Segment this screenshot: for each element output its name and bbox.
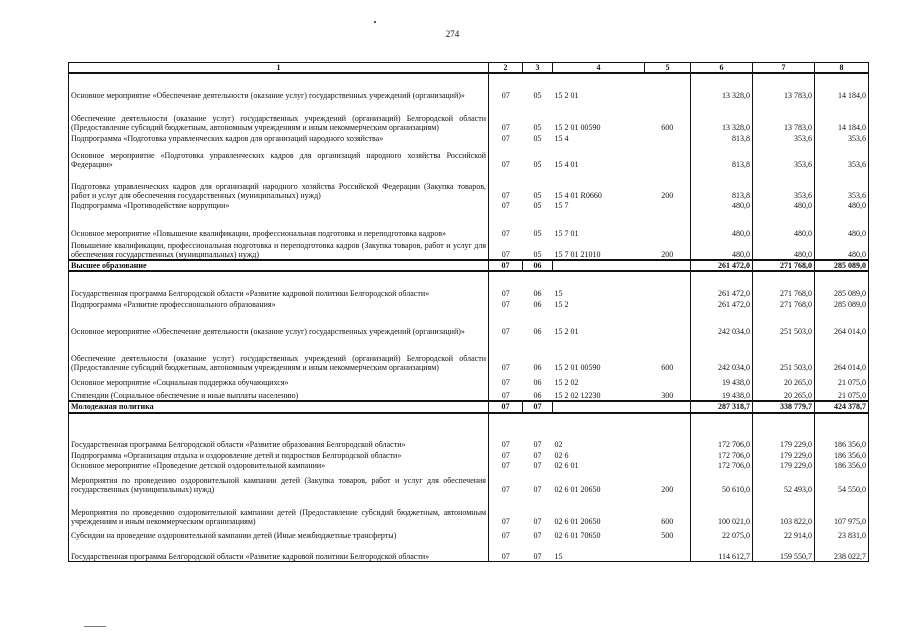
row-v6-cell: 480,0 (691, 210, 753, 238)
row-c2-cell: 07 (501, 91, 510, 100)
row-c2-cell: 07 (501, 378, 510, 388)
row-name-cell: Основное мероприятие «Обеспечение деятельности (оказание услуг) государственных учреждений (организаций)» (69, 309, 489, 336)
row-v8-cell: 54 550,0 (815, 471, 869, 495)
row-v8-cell: 353,6 (815, 132, 869, 143)
row-c3-cell: 06 (533, 327, 542, 337)
row-v6-cell: 480,0 (691, 200, 753, 210)
row-name-cell: Субсидии на проведение оздоровительной кампании детей (Иные межбюджетные трансферты) (69, 527, 489, 541)
row-v7-cell: 159 550,7 (753, 541, 815, 562)
row-v7-cell: 353,6 (753, 143, 815, 169)
row-name-cell: Стипендии (Социальное обеспечение и иные выплаты населению) (69, 387, 489, 401)
table-row (69, 387, 869, 401)
row-c5-cell (645, 210, 691, 238)
row-v7-cell: 353,6 (753, 169, 815, 200)
row-c2-cell: 07 (501, 229, 510, 238)
row-v7-cell: 13 783,0 (753, 100, 815, 132)
row-v7-cell: 353,6 (753, 132, 815, 143)
row-v8-cell: 14 184,0 (815, 100, 869, 132)
row-c3-cell: 07 (533, 451, 542, 461)
row-name-cell: Высшее образование (69, 260, 489, 271)
row-name-cell: Подготовка управленческих кадров для организаций народного хозяйства Российской Федерации (Закупка товаров, работ и услуг для обеспечения государственных (муниципальных) нужд) (69, 169, 489, 200)
row-v6-cell: 13 328,0 (691, 100, 753, 132)
row-c5-cell (645, 298, 691, 309)
row-v7-cell: 271 768,0 (753, 260, 815, 271)
row-c2-cell: 07 (489, 401, 523, 412)
row-c5-cell (645, 200, 691, 210)
row-v8-cell: 21 075,0 (815, 372, 869, 387)
table-row (69, 238, 869, 260)
row-name-cell: Обеспечение деятельности (оказание услуг) государственных учреждений (организаций) Белгородской области (Предоставление субсидий бюджетным, автономным учреждениям и иным некоммерческим организациям) (69, 336, 489, 372)
row-c4-cell: 02 6 (554, 451, 569, 461)
row-v6-cell: 813,8 (691, 132, 753, 143)
row-c4-cell: 15 4 01 (554, 160, 579, 169)
row-v6-cell: 19 438,0 (691, 372, 753, 387)
row-c2-cell: 07 (501, 440, 510, 450)
table-row (69, 450, 869, 461)
row-v8-cell: 186 356,0 (815, 413, 869, 450)
table-row (69, 541, 869, 562)
row-c5-cell (645, 260, 691, 271)
row-v6-cell: 172 706,0 (691, 450, 753, 461)
column-header: 8 (815, 63, 869, 74)
row-name-cell: Молодежная политика (69, 401, 489, 412)
row-v6-cell: 19 438,0 (691, 387, 753, 401)
row-name-cell: Основное мероприятие «Социальная поддержка обучающихся» (69, 372, 489, 387)
scan-speck (374, 21, 376, 23)
row-c2-cell: 07 (501, 531, 510, 541)
row-v6-cell: 100 021,0 (691, 495, 753, 527)
column-header: 2 (489, 63, 523, 74)
row-c5-cell (645, 450, 691, 461)
row-c3-cell: 05 (533, 123, 542, 132)
row-v7-cell: 480,0 (753, 238, 815, 260)
row-c3-cell: 06 (533, 391, 542, 401)
column-header: 1 (69, 63, 489, 74)
row-v8-cell: 107 975,0 (815, 495, 869, 527)
row-c3-cell: 07 (523, 541, 553, 562)
table-row (69, 100, 869, 132)
row-v7-cell: 179 229,0 (753, 413, 815, 450)
row-c2-cell: 07 (489, 541, 523, 562)
row-c4-cell: 15 2 01 00590 (554, 123, 601, 132)
row-v6-cell: 287 318,7 (691, 401, 753, 412)
row-v8-cell: 264 014,0 (815, 336, 869, 372)
row-c5-cell: 600 (645, 100, 691, 132)
row-c2-cell: 07 (501, 391, 510, 401)
row-c5-cell: 600 (645, 495, 691, 527)
table-row (69, 309, 869, 336)
row-c4-cell: 02 6 01 20650 (554, 485, 601, 495)
row-c3-cell: 05 (533, 229, 542, 238)
row-v8-cell: 21 075,0 (815, 387, 869, 401)
row-c3-cell: 06 (533, 378, 542, 388)
row-v7-cell: 480,0 (753, 210, 815, 238)
row-c3-cell: 07 (533, 461, 542, 471)
row-name-cell: Повышение квалификации, профессиональная подготовка и переподготовка кадров (Закупка товаров, работ и услуг для обеспечения государственных (муниципальных) нужд) (69, 238, 489, 260)
row-v8-cell: 285 089,0 (815, 271, 869, 298)
row-c2-cell: 07 (501, 300, 510, 310)
row-c3-cell: 06 (533, 363, 542, 373)
row-c2-cell: 07 (501, 363, 510, 373)
row-c5-cell (645, 413, 691, 450)
row-c5-cell (645, 461, 691, 471)
section-row (69, 401, 869, 412)
row-c5-cell: 200 (645, 238, 691, 260)
row-c2-cell: 07 (489, 260, 523, 271)
row-v8-cell: 480,0 (815, 210, 869, 238)
row-v8-cell: 264 014,0 (815, 309, 869, 336)
header-row (69, 63, 869, 74)
row-c4-cell (553, 260, 645, 271)
row-v8-cell: 186 356,0 (815, 450, 869, 461)
row-v8-cell: 186 356,0 (815, 461, 869, 471)
row-c3-cell: 06 (533, 289, 542, 299)
row-name-cell: Обеспечение деятельности (оказание услуг) государственных учреждений (организаций) Белгородской области (Предоставление субсидий бюджетным, автономным учреждениям и иным некоммерческим организациям) (69, 100, 489, 132)
table-body (69, 73, 869, 561)
column-header: 6 (691, 63, 753, 74)
row-v6-cell: 13 328,0 (691, 73, 753, 100)
row-c3-cell: 06 (533, 300, 542, 310)
table-row (69, 143, 869, 169)
row-name-cell: Подпрограмма «Подготовка управленческих кадров для организаций народного хозяйства» (69, 132, 489, 143)
table-row (69, 372, 869, 387)
row-v8-cell: 285 089,0 (815, 298, 869, 309)
row-v7-cell: 179 229,0 (753, 450, 815, 461)
row-c2-cell: 07 (501, 289, 510, 299)
row-c2-cell: 07 (501, 191, 510, 200)
row-c3-cell: 07 (533, 531, 542, 541)
row-c4-cell: 15 2 01 00590 (554, 363, 601, 373)
row-v8-cell: 353,6 (815, 169, 869, 200)
row-v6-cell: 22 075,0 (691, 527, 753, 541)
scan-mark (84, 626, 106, 627)
row-c4-cell: 15 2 01 (554, 91, 579, 100)
row-c4-cell: 02 (554, 440, 563, 450)
table-row (69, 73, 869, 100)
row-c5-cell (645, 541, 691, 562)
row-name-cell: Подпрограмма «Противодействие коррупции» (69, 200, 489, 210)
row-v7-cell: 20 265,0 (753, 387, 815, 401)
row-name-cell: Основное мероприятие «Подготовка управленческих кадров для организаций народного хозяйства Российской Федерации» (69, 143, 489, 169)
row-c3-cell: 07 (523, 401, 553, 412)
row-v6-cell: 261 472,0 (691, 260, 753, 271)
row-c3-cell: 07 (533, 440, 542, 450)
row-c4-cell: 15 2 02 (554, 378, 579, 388)
row-c4-cell: 02 6 01 (554, 461, 579, 471)
row-name-cell: Основное мероприятие «Обеспечение деятельности (оказание услуг) государственных учреждений (организаций)» (69, 73, 489, 100)
budget-table (68, 62, 869, 562)
row-c2-cell: 07 (501, 485, 510, 495)
row-c2-cell: 07 (501, 461, 510, 471)
row-name-cell: Мероприятия по проведению оздоровительной кампании детей (Предоставление субсидий бюджетным, автономным учреждениям и иным некоммерческим организациям) (69, 495, 489, 527)
row-c2-cell: 07 (501, 201, 510, 210)
row-v6-cell: 242 034,0 (691, 309, 753, 336)
row-c5-cell (645, 309, 691, 336)
row-c5-cell: 200 (645, 471, 691, 495)
row-c3-cell: 05 (533, 191, 542, 200)
row-c3-cell: 05 (533, 134, 542, 143)
column-header: 5 (645, 63, 691, 74)
row-c4-cell (553, 401, 645, 412)
row-v8-cell: 353,6 (815, 143, 869, 169)
row-v7-cell: 480,0 (753, 200, 815, 210)
table-row (69, 132, 869, 143)
row-v6-cell: 480,0 (691, 238, 753, 260)
table-row (69, 527, 869, 541)
row-v6-cell: 261 472,0 (691, 298, 753, 309)
row-c4-cell: 02 6 01 70650 (554, 531, 601, 541)
row-name-cell: Мероприятия по проведению оздоровительной кампании детей (Закупка товаров, работ и услуг для обеспечения государственных (муниципальных) нужд) (69, 471, 489, 495)
table-row (69, 271, 869, 298)
row-c2-cell: 07 (501, 134, 510, 143)
row-c5-cell: 200 (645, 169, 691, 200)
row-c5-cell (645, 271, 691, 298)
table-row (69, 200, 869, 210)
row-c2-cell: 07 (501, 160, 510, 169)
row-v7-cell: 338 779,7 (753, 401, 815, 412)
row-v6-cell: 813,8 (691, 169, 753, 200)
row-c4-cell: 15 4 01 R0660 (554, 191, 602, 200)
row-c2-cell: 07 (501, 451, 510, 461)
section-row (69, 260, 869, 271)
row-v6-cell: 172 706,0 (691, 413, 753, 450)
row-c5-cell: 300 (645, 387, 691, 401)
row-name-cell: Основное мероприятие «Повышение квалификации, профессиональная подготовка и переподготовка кадров» (69, 210, 489, 238)
row-c5-cell (645, 401, 691, 412)
row-v8-cell: 285 089,0 (815, 260, 869, 271)
row-c4-cell: 15 7 (554, 201, 569, 210)
row-v6-cell: 813,8 (691, 143, 753, 169)
row-name-cell: Государственная программа Белгородской области «Развитие кадровой политики Белгородской области» (69, 271, 489, 298)
row-v7-cell: 52 493,0 (753, 471, 815, 495)
row-c2-cell: 07 (501, 123, 510, 132)
row-c4-cell: 15 2 02 12230 (554, 391, 601, 401)
row-c3-cell: 05 (533, 160, 542, 169)
row-c3-cell: 07 (533, 517, 542, 527)
table-row (69, 495, 869, 527)
row-c3-cell: 05 (533, 250, 542, 259)
row-v8-cell: 23 831,0 (815, 527, 869, 541)
row-c4-cell: 02 6 01 20650 (554, 517, 601, 527)
row-c4-cell: 15 2 (554, 300, 569, 310)
row-v6-cell: 242 034,0 (691, 336, 753, 372)
row-v6-cell: 261 472,0 (691, 271, 753, 298)
row-v8-cell: 424 378,7 (815, 401, 869, 412)
column-header: 4 (553, 63, 645, 74)
row-name-cell: Основное мероприятие «Проведение детской оздоровительной кампании» (69, 461, 489, 471)
row-c5-cell: 500 (645, 527, 691, 541)
row-c3-cell: 05 (533, 91, 542, 100)
row-name-cell: Государственная программа Белгородской области «Развитие образования Белгородской области» (69, 413, 489, 450)
row-c3-cell: 06 (523, 260, 553, 271)
row-c2-cell: 07 (501, 517, 510, 527)
row-c5-cell (645, 73, 691, 100)
row-c4-cell: 15 4 (554, 134, 569, 143)
row-v6-cell: 114 612,7 (691, 541, 753, 562)
row-v7-cell: 271 768,0 (753, 271, 815, 298)
row-c2-cell: 07 (501, 250, 510, 259)
table-row (69, 461, 869, 471)
row-c5-cell (645, 143, 691, 169)
row-c4-cell: 15 (553, 541, 645, 562)
row-name-cell: Подпрограмма «Развитие профессионального образования» (69, 298, 489, 309)
row-v7-cell: 251 503,0 (753, 309, 815, 336)
row-c4-cell: 15 7 01 (554, 229, 579, 238)
row-v7-cell: 179 229,0 (753, 461, 815, 471)
row-v7-cell: 251 503,0 (753, 336, 815, 372)
row-v8-cell: 480,0 (815, 200, 869, 210)
row-c5-cell (645, 372, 691, 387)
table-row (69, 210, 869, 238)
row-v6-cell: 172 706,0 (691, 461, 753, 471)
row-c4-cell: 15 (554, 289, 563, 299)
row-c3-cell: 05 (533, 201, 542, 210)
row-c4-cell: 15 2 01 (554, 327, 579, 337)
table-row (69, 471, 869, 495)
row-v6-cell: 50 610,0 (691, 471, 753, 495)
row-name-cell: Подпрограмма «Организация отдыха и оздоровление детей и подростков Белгородской области» (69, 450, 489, 461)
row-v8-cell: 480,0 (815, 238, 869, 260)
row-v7-cell: 103 822,0 (753, 495, 815, 527)
row-c3-cell: 07 (533, 485, 542, 495)
page-number: 274 (445, 29, 460, 39)
row-v7-cell: 22 914,0 (753, 527, 815, 541)
row-v7-cell: 13 783,0 (753, 73, 815, 100)
table-row (69, 298, 869, 309)
row-c5-cell (645, 132, 691, 143)
row-v7-cell: 271 768,0 (753, 298, 815, 309)
column-header: 7 (753, 63, 815, 74)
row-c2-cell: 07 (501, 327, 510, 337)
table-row (69, 413, 869, 450)
row-c5-cell: 600 (645, 336, 691, 372)
row-v7-cell: 20 265,0 (753, 372, 815, 387)
table-row (69, 336, 869, 372)
table-row (69, 169, 869, 200)
row-name-cell: Государственная программа Белгородской области «Развитие кадровой политики Белгородской области» (69, 541, 489, 562)
row-v8-cell: 238 022,7 (815, 541, 869, 562)
column-header: 3 (523, 63, 553, 74)
row-v8-cell: 14 184,0 (815, 73, 869, 100)
row-c4-cell: 15 7 01 21010 (554, 250, 601, 259)
